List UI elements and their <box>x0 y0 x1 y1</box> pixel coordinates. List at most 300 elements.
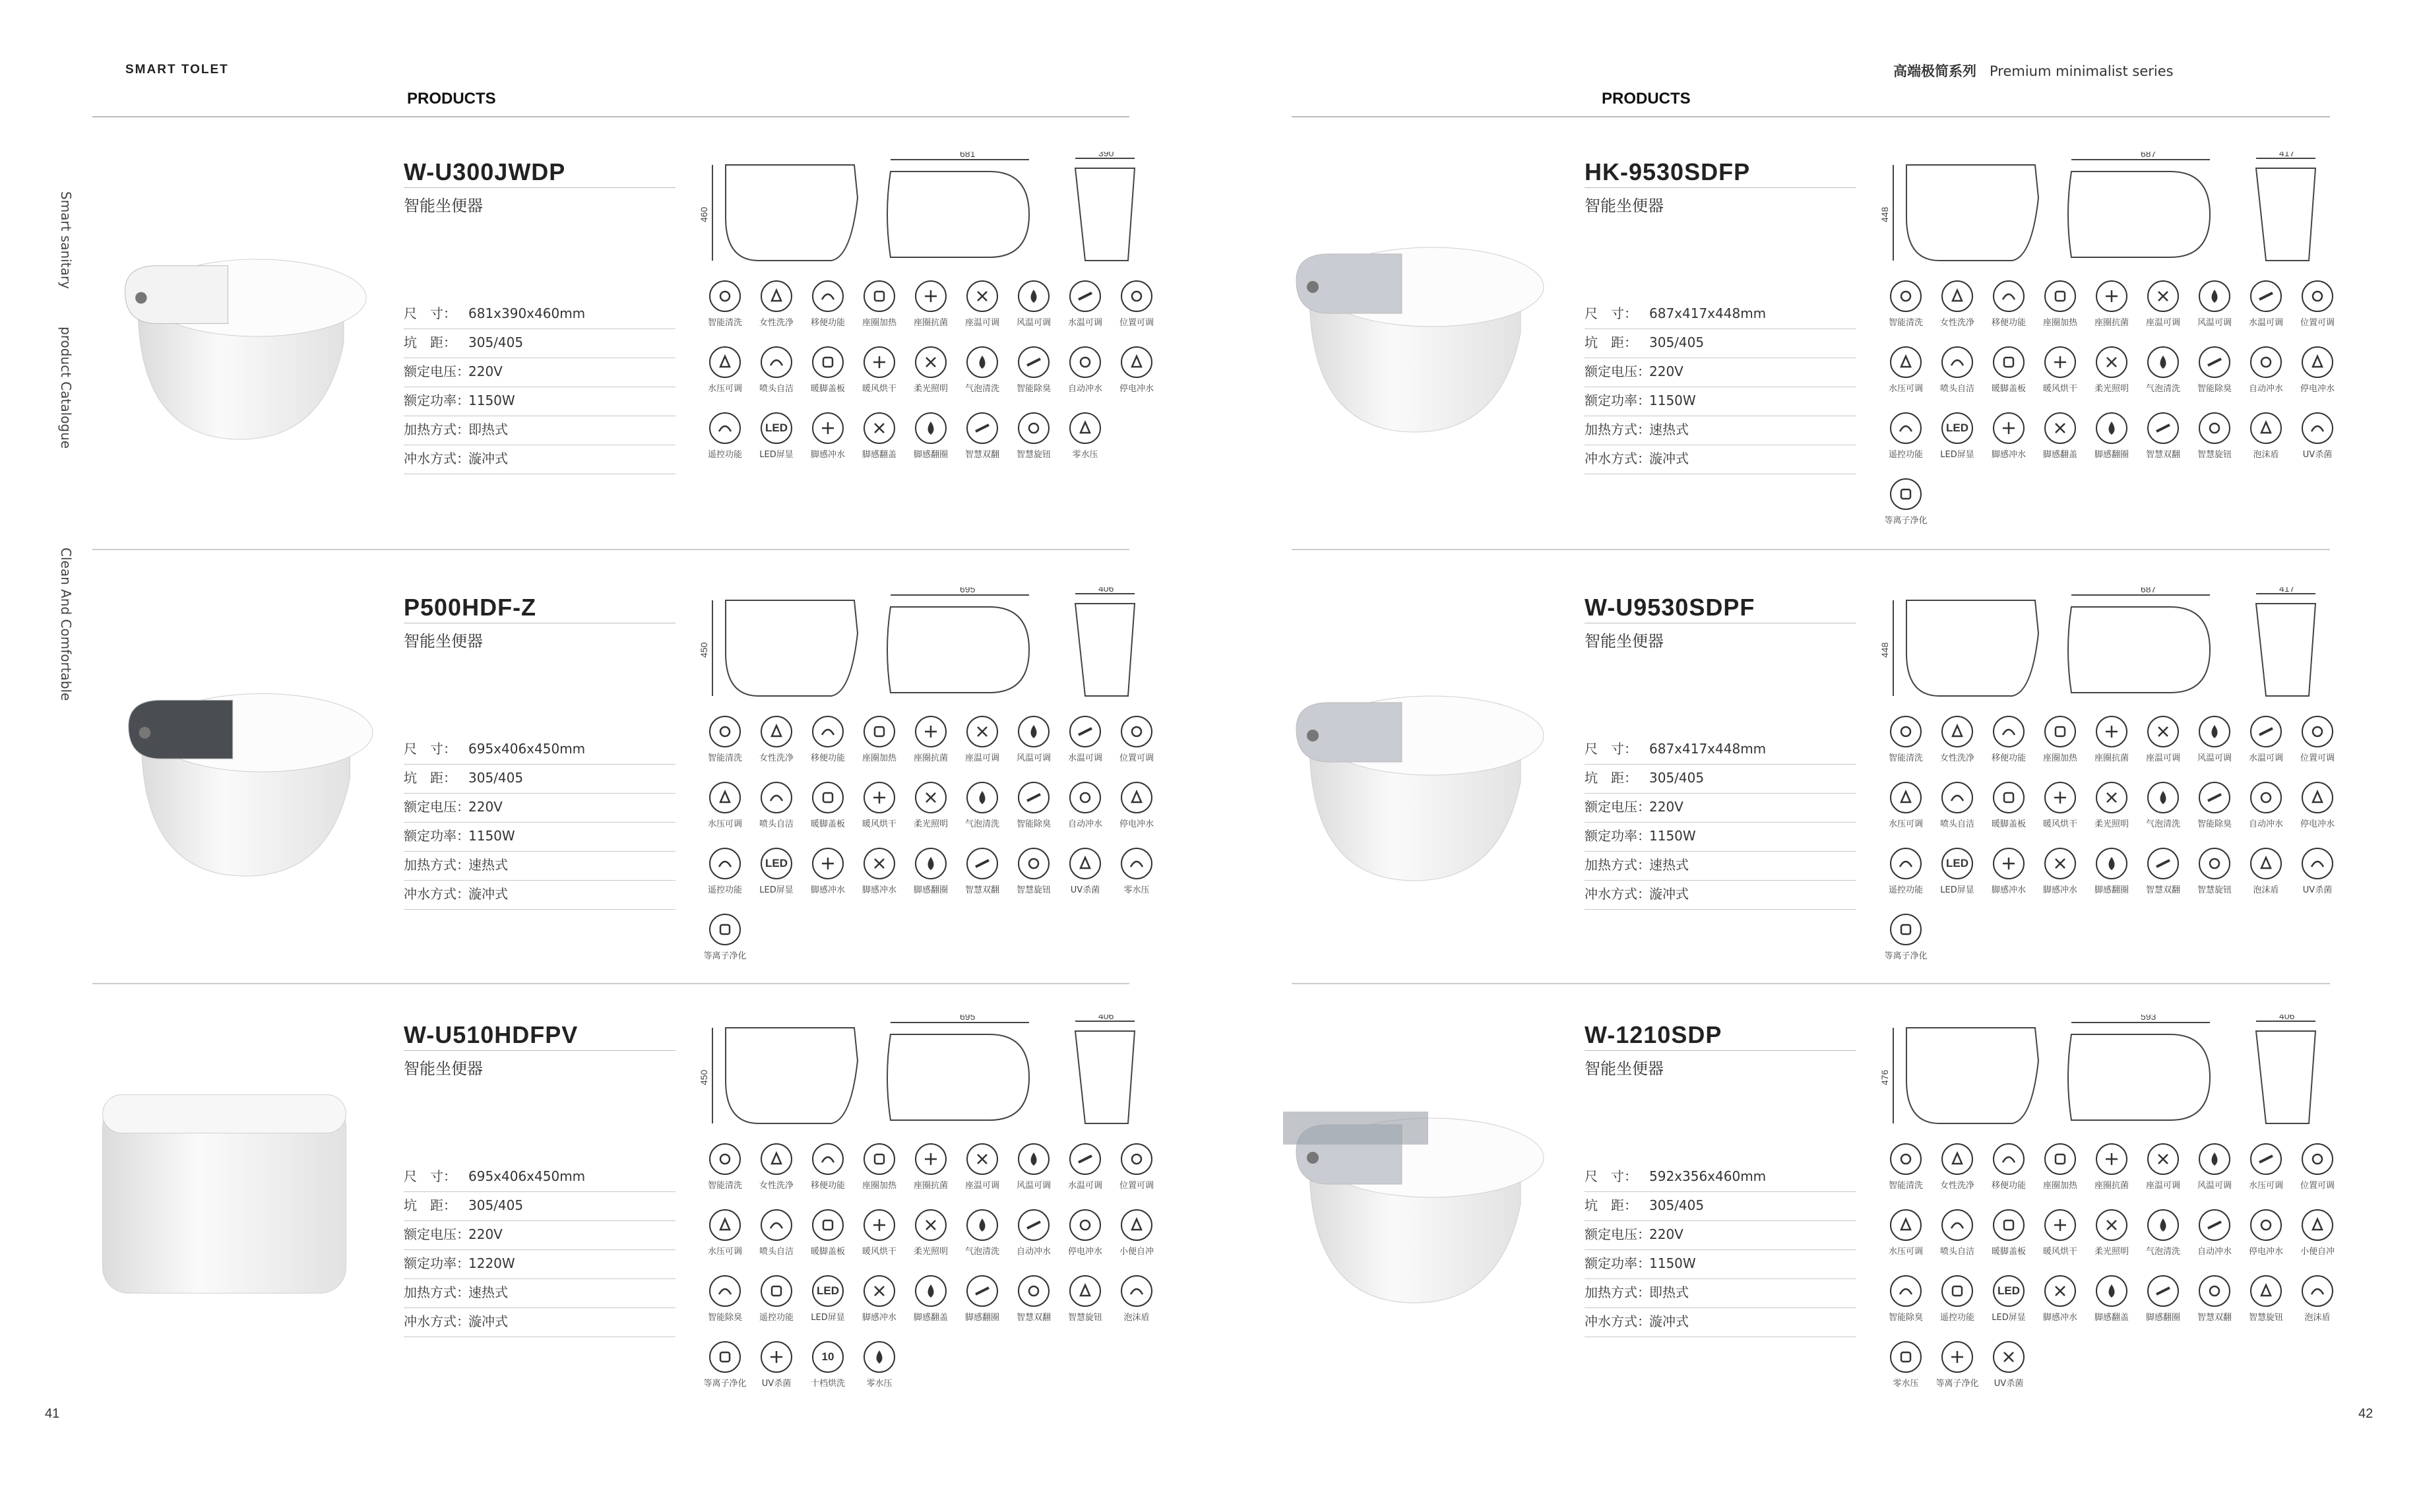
feature-label: 移便功能 <box>810 318 845 328</box>
feature-item <box>699 1341 751 1407</box>
feature-icon <box>915 1143 947 1175</box>
feature-label: 脚感冲水 <box>1991 450 2026 460</box>
technical-drawing <box>1880 152 2342 273</box>
feature-icon <box>1890 280 1922 312</box>
feature-icon <box>1890 412 1922 444</box>
feature-item <box>2292 412 2343 478</box>
feature-item <box>802 1341 854 1407</box>
product-type: 智能坐便器 <box>404 197 483 215</box>
feature-label: 座温可调 <box>964 318 999 328</box>
feature-label: 等离子净化 <box>703 951 747 961</box>
feature-label: 脚感翻圈 <box>913 885 948 895</box>
feature-item <box>1932 1275 1983 1341</box>
feature-label: 风温可调 <box>1016 753 1051 763</box>
feature-label: LED屏显 <box>811 1313 845 1323</box>
feature-item <box>2086 346 2137 412</box>
page-number-right: 42 <box>2358 1406 2374 1421</box>
product-type: 智能坐便器 <box>404 632 483 650</box>
feature-icon <box>2096 280 2127 312</box>
feature-item <box>2137 782 2189 848</box>
spec-pit <box>1585 765 1856 794</box>
feature-icon <box>864 346 895 378</box>
feature-item <box>2034 412 2086 478</box>
feature-item <box>2240 848 2292 914</box>
feature-icon: 10 <box>812 1341 844 1373</box>
spec-heating <box>1585 852 1856 881</box>
spec-value: 687x417x448mm <box>1649 305 1767 321</box>
model-name: W-1210SDP <box>1585 1021 1722 1048</box>
feature-icon <box>812 782 844 813</box>
side-text-1: Smart sanitary <box>58 191 74 289</box>
spec-key: 冲水方式： <box>404 886 470 902</box>
feature-label: 位置可调 <box>2300 1181 2335 1191</box>
feature-icon <box>1018 848 1050 879</box>
toilet-photo <box>86 1082 363 1302</box>
spec-key: 冲水方式： <box>404 451 470 466</box>
spec-key: 冲水方式： <box>1585 886 1651 902</box>
spec-key: 加热方式： <box>404 1284 470 1300</box>
spec-key: 加热方式： <box>1585 857 1651 873</box>
feature-item <box>751 848 802 914</box>
feature-icon <box>761 346 792 378</box>
feature-icon <box>2096 1275 2127 1307</box>
feature-label: 遥控功能 <box>1939 1313 1974 1323</box>
spec-key: 加热方式： <box>1585 422 1651 437</box>
feature-item <box>751 716 802 782</box>
spec-value: 1150W <box>1649 393 1696 408</box>
feature-icon <box>2044 346 2076 378</box>
feature-label: 女性洗净 <box>1939 753 1974 763</box>
feature-label: 脚感冲水 <box>2042 1313 2077 1323</box>
feature-item <box>957 346 1008 412</box>
spec-key: 尺 寸： <box>1585 1168 1637 1184</box>
feature-label: 气泡清洗 <box>964 384 999 394</box>
feature-item <box>1983 1275 2034 1341</box>
feature-item <box>1059 1209 1111 1275</box>
feature-item <box>1932 280 1983 346</box>
spec-value: 即热式 <box>468 422 508 437</box>
feature-label: 气泡清洗 <box>2145 819 2180 829</box>
feature-icon <box>709 782 741 813</box>
feature-icon <box>2147 280 2179 312</box>
feature-item <box>2189 1143 2240 1209</box>
technical-drawing <box>699 587 1161 709</box>
feature-icon <box>864 1341 895 1373</box>
feature-label: 智能清洗 <box>707 753 742 763</box>
feature-icon <box>761 1341 792 1373</box>
feature-item <box>957 716 1008 782</box>
feature-item <box>699 716 751 782</box>
feature-item <box>854 346 905 412</box>
feature-label: 座圈抗菌 <box>2094 1181 2129 1191</box>
feature-label: 暖风烘干 <box>862 1247 896 1257</box>
feature-label: LED屏显 <box>759 450 794 460</box>
header-rule-right <box>1292 116 2330 117</box>
feature-icon: LED <box>1941 848 1973 879</box>
spec-power <box>404 387 676 416</box>
feature-icon <box>2199 716 2230 747</box>
spec-key: 冲水方式： <box>1585 451 1651 466</box>
feature-item <box>699 848 751 914</box>
feature-label: 水压可调 <box>1888 384 1923 394</box>
feature-label: 柔光照明 <box>913 819 948 829</box>
feature-label: 座温可调 <box>2145 753 2180 763</box>
feature-label: 水温可调 <box>1067 318 1102 328</box>
spec-key: 额定功率： <box>404 828 470 844</box>
feature-icon <box>2250 412 2282 444</box>
feature-item <box>1008 346 1059 412</box>
feature-item <box>699 346 751 412</box>
spec-key: 额定功率： <box>1585 1255 1651 1271</box>
feature-label: 喷头自洁 <box>759 384 794 394</box>
feature-item <box>1111 280 1162 346</box>
spec-power <box>1585 387 1856 416</box>
feature-label: 脚感冲水 <box>862 1313 896 1323</box>
feature-item <box>2086 1275 2137 1341</box>
feature-icon <box>915 1209 947 1241</box>
feature-icon <box>2250 716 2282 747</box>
feature-label: 水压可调 <box>707 819 742 829</box>
feature-label: 泡沫盾 <box>2253 885 2279 895</box>
feature-label: 自动冲水 <box>1067 819 1102 829</box>
feature-item <box>2034 280 2086 346</box>
feature-icon <box>966 716 998 747</box>
feature-icon <box>2199 1275 2230 1307</box>
feature-icons <box>1880 280 2343 544</box>
spec-value: 速热式 <box>468 857 508 873</box>
feature-label: 泡沫盾 <box>2304 1313 2331 1323</box>
feature-item <box>1059 782 1111 848</box>
feature-icon <box>709 716 741 747</box>
feature-item <box>1932 412 1983 478</box>
feature-item <box>2240 280 2292 346</box>
feature-item <box>1059 1275 1111 1341</box>
feature-icon <box>761 782 792 813</box>
feature-item <box>2189 782 2240 848</box>
feature-item <box>854 412 905 478</box>
spec-key: 坑 距： <box>1585 770 1637 786</box>
feature-label: 遥控功能 <box>759 1313 794 1323</box>
feature-icon <box>1993 1209 2025 1241</box>
feature-label: 喷头自洁 <box>1939 384 1974 394</box>
feature-item <box>1880 848 1932 914</box>
feature-icon <box>1069 1209 1101 1241</box>
feature-icon <box>2147 716 2179 747</box>
spec-size <box>404 736 676 765</box>
row-divider <box>92 549 1129 550</box>
feature-item <box>1880 1143 1932 1209</box>
feature-label: 风温可调 <box>2197 753 2232 763</box>
feature-label: 智慧双翻 <box>2145 885 2180 895</box>
feature-item <box>751 1275 802 1341</box>
feature-item <box>1111 1143 1162 1209</box>
feature-icon <box>812 412 844 444</box>
feature-label: 自动冲水 <box>1067 384 1102 394</box>
model-name: P500HDF-Z <box>404 594 537 621</box>
series-cn: 高端极简系列 <box>1893 63 1976 79</box>
feature-icon <box>761 716 792 747</box>
svg-text:417: 417 <box>2279 152 2295 158</box>
spec-key: 冲水方式： <box>404 1313 470 1329</box>
spec-value: 305/405 <box>1649 1197 1705 1213</box>
spec-value: 1150W <box>1649 1255 1696 1271</box>
feature-label: 移便功能 <box>810 753 845 763</box>
feature-item <box>854 716 905 782</box>
feature-icon <box>1069 412 1101 444</box>
feature-item <box>1059 346 1111 412</box>
feature-icon <box>812 716 844 747</box>
feature-item <box>2240 346 2292 412</box>
feature-item <box>2086 1143 2137 1209</box>
feature-item <box>2034 1209 2086 1275</box>
feature-item <box>699 782 751 848</box>
feature-icon <box>2250 848 2282 879</box>
feature-icon <box>864 1275 895 1307</box>
row-divider <box>1292 983 2330 984</box>
feature-item <box>751 346 802 412</box>
feature-item <box>1880 782 1932 848</box>
feature-label: 零水压 <box>1072 450 1098 460</box>
feature-icon <box>1890 346 1922 378</box>
feature-item <box>751 1341 802 1407</box>
feature-label: 零水压 <box>866 1379 893 1389</box>
feature-icon <box>2199 346 2230 378</box>
feature-icon <box>2302 716 2333 747</box>
feature-label: LED屏显 <box>1940 885 1974 895</box>
spec-key: 尺 寸： <box>404 305 456 321</box>
feature-item <box>957 848 1008 914</box>
feature-item <box>2034 1143 2086 1209</box>
feature-icon <box>2250 1209 2282 1241</box>
feature-item <box>2189 1209 2240 1275</box>
feature-label: 暖脚盖板 <box>810 819 845 829</box>
feature-label: 女性洗净 <box>1939 318 1974 328</box>
feature-icon <box>1069 848 1101 879</box>
feature-icon <box>1121 716 1152 747</box>
dimension-drawings <box>699 152 1161 270</box>
feature-label: 小便自冲 <box>2300 1247 2335 1257</box>
feature-label: 脚感翻盖 <box>2042 450 2077 460</box>
feature-label: 位置可调 <box>2300 318 2335 328</box>
feature-item <box>1111 716 1162 782</box>
spec-value: 速热式 <box>1649 422 1689 437</box>
feature-icon <box>2250 1275 2282 1307</box>
feature-item <box>1983 412 2034 478</box>
feature-item <box>699 1209 751 1275</box>
feature-icon <box>966 782 998 813</box>
feature-item <box>2086 280 2137 346</box>
spec-key: 额定电压： <box>1585 363 1651 379</box>
feature-icon <box>1941 782 1973 813</box>
feature-label: 停电冲水 <box>1119 384 1154 394</box>
svg-text:406: 406 <box>1098 587 1114 594</box>
feature-label: 座圈加热 <box>862 318 896 328</box>
feature-label: 智能清洗 <box>1888 753 1923 763</box>
model-name: HK-9530SDFP <box>1585 158 1751 185</box>
feature-label: 暖风烘干 <box>2042 1247 2077 1257</box>
spec-key: 坑 距： <box>404 1197 456 1213</box>
feature-icon <box>1890 848 1922 879</box>
feature-icon <box>2096 1209 2127 1241</box>
feature-item <box>751 280 802 346</box>
feature-label: 脚感翻盖 <box>862 450 896 460</box>
spec-key: 额定电压： <box>404 799 470 815</box>
feature-item <box>2137 280 2189 346</box>
feature-label: 停电冲水 <box>1067 1247 1102 1257</box>
feature-label: 智慧旋钮 <box>2197 885 2232 895</box>
feature-item <box>905 346 957 412</box>
feature-label: 停电冲水 <box>2300 384 2335 394</box>
feature-item <box>1059 1143 1111 1209</box>
model-rule <box>1585 1050 1856 1051</box>
spec-key: 坑 距： <box>1585 334 1637 350</box>
feature-label: 脚感冲水 <box>2042 885 2077 895</box>
spec-heating <box>1585 1279 1856 1308</box>
feature-item <box>699 914 751 980</box>
spec-value: 305/405 <box>468 334 524 350</box>
feature-item <box>2189 412 2240 478</box>
feature-icon <box>2044 1143 2076 1175</box>
feature-label: 气泡清洗 <box>964 819 999 829</box>
dim-length: 593 <box>2141 1015 2156 1022</box>
header-rule-left <box>92 116 1129 117</box>
feature-item <box>1932 1209 1983 1275</box>
feature-label: 水温可调 <box>2248 753 2283 763</box>
feature-label: 自动冲水 <box>1016 1247 1051 1257</box>
feature-item <box>905 716 957 782</box>
feature-item <box>1111 1275 1162 1341</box>
spec-pit <box>1585 329 1856 358</box>
spec-value: 220V <box>468 799 503 815</box>
feature-item <box>2137 1143 2189 1209</box>
feature-item <box>1059 716 1111 782</box>
feature-item <box>1059 848 1111 914</box>
svg-text:417: 417 <box>2279 587 2295 594</box>
feature-icon <box>2044 412 2076 444</box>
feature-label: 智能除臭 <box>1016 384 1051 394</box>
spec-key: 加热方式： <box>1585 1284 1651 1300</box>
spec-value: 1150W <box>468 828 515 844</box>
spec-key: 额定功率： <box>1585 828 1651 844</box>
feature-item <box>1008 848 1059 914</box>
feature-label: LED屏显 <box>1940 450 1974 460</box>
spec-voltage <box>1585 1221 1856 1250</box>
feature-icon: LED <box>1993 1275 2025 1307</box>
feature-item <box>2240 1275 2292 1341</box>
dim-length: 695 <box>960 1015 976 1022</box>
feature-icon <box>2147 1143 2179 1175</box>
spec-heating <box>1585 416 1856 445</box>
feature-item <box>854 782 905 848</box>
spec-flush <box>404 1308 676 1337</box>
feature-item <box>1111 848 1162 914</box>
spec-voltage <box>404 1221 676 1250</box>
feature-label: 自动冲水 <box>2248 384 2283 394</box>
spec-value: 漩冲式 <box>468 451 508 466</box>
row-divider <box>1292 549 2330 550</box>
feature-label: 遥控功能 <box>707 450 742 460</box>
feature-icon <box>1890 1209 1922 1241</box>
feature-label: UV杀菌 <box>1070 885 1100 895</box>
feature-label: 座圈加热 <box>2042 1181 2077 1191</box>
feature-icon <box>709 412 741 444</box>
spec-value: 漩冲式 <box>1649 451 1689 466</box>
feature-icon <box>1018 346 1050 378</box>
feature-label: 智慧旋钮 <box>2197 450 2232 460</box>
feature-icon <box>2250 346 2282 378</box>
feature-item <box>2086 782 2137 848</box>
spec-value: 1150W <box>468 393 515 408</box>
svg-text:390: 390 <box>1098 152 1114 158</box>
feature-item <box>854 1275 905 1341</box>
feature-item <box>2240 1143 2292 1209</box>
feature-icon <box>709 848 741 879</box>
feature-icon <box>1941 1275 1973 1307</box>
feature-icon <box>761 1275 792 1307</box>
feature-icon <box>2302 346 2333 378</box>
feature-item <box>1983 1143 2034 1209</box>
svg-text:476: 476 <box>1880 1069 1890 1085</box>
spec-value: 305/405 <box>468 1197 524 1213</box>
feature-icon <box>1121 1209 1152 1241</box>
feature-label: 智慧旋钮 <box>2248 1313 2283 1323</box>
feature-item <box>2292 280 2343 346</box>
feature-item <box>2137 848 2189 914</box>
feature-icon <box>1018 412 1050 444</box>
feature-icon <box>812 1209 844 1241</box>
feature-label: 智慧旋钮 <box>1067 1313 1102 1323</box>
spec-key: 尺 寸： <box>404 741 456 757</box>
feature-label: 停电冲水 <box>2300 819 2335 829</box>
spec-heating <box>404 416 676 445</box>
feature-label: 暖风烘干 <box>2042 384 2077 394</box>
feature-label: 座温可调 <box>964 753 999 763</box>
spec-key: 额定电压： <box>404 1226 470 1242</box>
spec-key: 额定电压： <box>1585 1226 1651 1242</box>
feature-label: UV杀菌 <box>2302 450 2333 460</box>
feature-icon <box>864 412 895 444</box>
feature-item <box>957 412 1008 478</box>
feature-icon <box>1018 716 1050 747</box>
feature-label: UV杀菌 <box>2302 885 2333 895</box>
feature-item <box>1008 716 1059 782</box>
feature-label: UV杀菌 <box>761 1379 792 1389</box>
feature-label: 水温可调 <box>1067 1181 1102 1191</box>
feature-label: 座圈加热 <box>2042 318 2077 328</box>
feature-icon <box>1941 716 1973 747</box>
feature-item <box>2034 346 2086 412</box>
feature-label: 等离子净化 <box>1884 951 1928 961</box>
feature-icon <box>1890 782 1922 813</box>
feature-item <box>2240 412 2292 478</box>
feature-label: 柔光照明 <box>2094 819 2129 829</box>
feature-icon <box>2199 412 2230 444</box>
toilet-photo <box>1276 663 1554 890</box>
technical-drawing <box>1880 1015 2342 1136</box>
spec-value: 220V <box>1649 799 1683 815</box>
feature-item <box>957 782 1008 848</box>
feature-label: 暖脚盖板 <box>1991 819 2026 829</box>
feature-item <box>1008 1143 1059 1209</box>
feature-item <box>1008 1275 1059 1341</box>
feature-item <box>905 1209 957 1275</box>
feature-icon <box>915 280 947 312</box>
feature-label: 女性洗净 <box>759 318 794 328</box>
side-text-3: Clean And Comfortable <box>58 548 74 701</box>
feature-item <box>957 1209 1008 1275</box>
feature-icons <box>699 1143 1162 1407</box>
spec-heating <box>404 1279 676 1308</box>
